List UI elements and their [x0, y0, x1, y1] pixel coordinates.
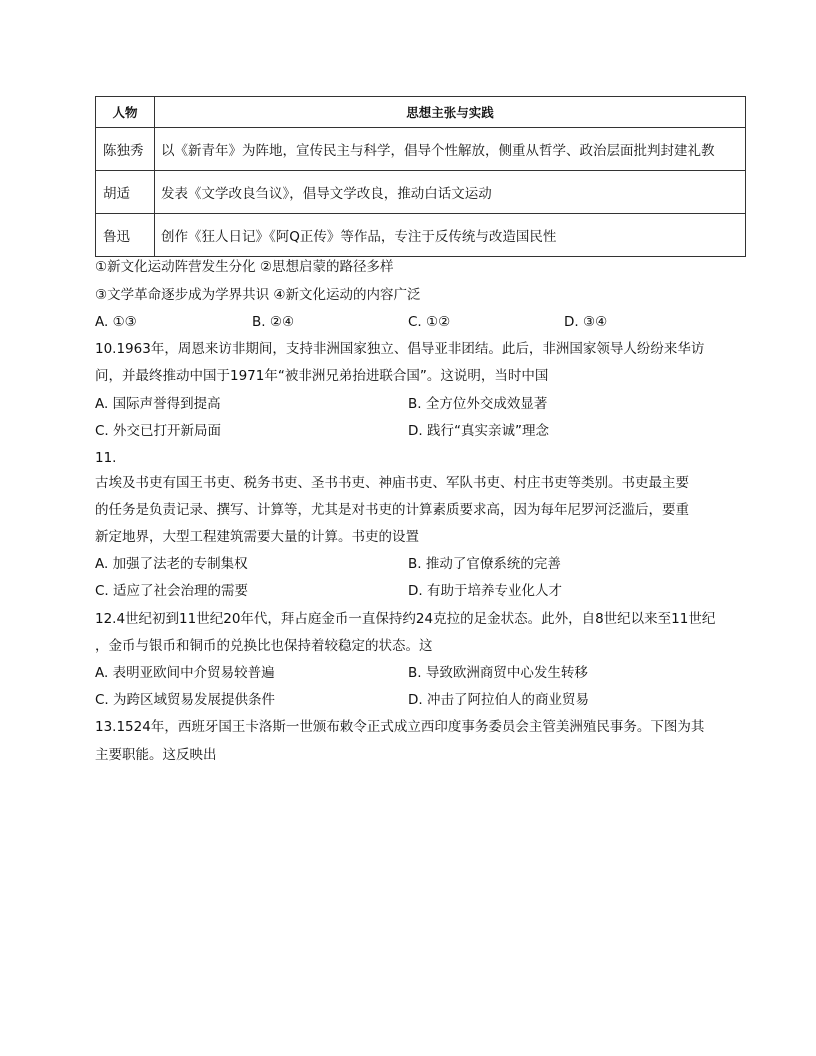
q11-stem-line: 古埃及书吏有国王书吏、税务书吏、圣书书吏、神庙书吏、军队书吏、村庄书吏等类别。书吏最主要 [95, 475, 689, 491]
q12-stem-line: 12.4世纪初到11世纪20年代，拜占庭金币一直保持约24克拉的足金状态。此外，自8世纪以来至11世纪 [95, 611, 716, 627]
table-row [96, 171, 746, 214]
table-cell-person: 胡适 [96, 171, 155, 214]
table-cell-content: 创作《狂人日记》《阿Q正传》等作品，专注于反传统与改造国民性 [155, 214, 746, 257]
table-cell-content: 以《新青年》为阵地，宣传民主与科学，倡导个性解放，侧重从哲学、政治层面批判封建礼教 [155, 128, 746, 171]
table-row [96, 214, 746, 257]
q11-option-a: A. 加强了法老的专制集权 [95, 556, 248, 572]
q9-option-d: D. ③④ [564, 314, 608, 330]
q9-option-b: B. ②④ [252, 314, 295, 330]
q9-option-a: A. ①③ [95, 314, 137, 330]
table-cell-content: 发表《文学改良刍议》，倡导文学改良，推动白话文运动 [155, 171, 746, 214]
q11-stem-line: 的任务是负责记录、撰写、计算等，尤其是对书吏的计算素质要求高，因为每年尼罗河泛滥后，要重 [95, 502, 689, 518]
q10-stem-line: 问，并最终推动中国于1971年“被非洲兄弟抬进联合国”。这说明，当时中国 [95, 368, 549, 384]
q11-stem-line: 新定地界，大型工程建筑需要大量的计算。书吏的设置 [95, 529, 419, 545]
q13-stem-line: 主要职能。这反映出 [95, 747, 217, 763]
q13-stem-line: 13.1524年，西班牙国王卡洛斯一世颁布敕令正式成立西印度事务委员会主管美洲殖民事务。下图为其 [95, 719, 705, 735]
q10-option-b: B. 全方位外交成效显著 [408, 396, 548, 412]
q12-option-c: C. 为跨区域贸易发展提供条件 [95, 692, 276, 708]
q9-statement-line: ①新文化运动阵营发生分化 ②思想启蒙的路径多样 [95, 259, 394, 275]
q12-option-d: D. 冲击了阿拉伯人的商业贸易 [408, 692, 589, 708]
q10-stem-line: 10.1963年，周恩来访非期间，支持非洲国家独立、倡导亚非团结。此后，非洲国家领导人纷纷来华访 [95, 341, 705, 357]
table-cell-person: 鲁迅 [96, 214, 155, 257]
q12-stem-line: ，金币与银币和铜币的兑换比也保持着较稳定的状态。这 [95, 638, 433, 654]
table-row [96, 128, 746, 171]
q11-option-c: C. 适应了社会治理的需要 [95, 583, 249, 599]
q10-option-d: D. 践行“真实亲诚”理念 [408, 423, 549, 439]
thinkers-table [95, 96, 746, 257]
q9-option-c: C. ①② [408, 314, 451, 330]
q9-statement-line: ③文学革命逐步成为学界共识 ④新文化运动的内容广泛 [95, 287, 421, 303]
q12-option-a: A. 表明亚欧间中介贸易较普遍 [95, 665, 275, 681]
q11-option-d: D. 有助于培养专业化人才 [408, 583, 562, 599]
table-header-person: 人物 [96, 97, 155, 128]
q10-option-c: C. 外交已打开新局面 [95, 423, 222, 439]
table-header-row [96, 97, 746, 128]
q12-option-b: B. 导致欧洲商贸中心发生转移 [408, 665, 588, 681]
table-cell-person: 陈独秀 [96, 128, 155, 171]
q10-option-a: A. 国际声誉得到提高 [95, 396, 221, 412]
q11-number: 11. [95, 450, 117, 466]
table-header-content: 思想主张与实践 [155, 97, 746, 128]
q11-option-b: B. 推动了官僚系统的完善 [408, 556, 561, 572]
